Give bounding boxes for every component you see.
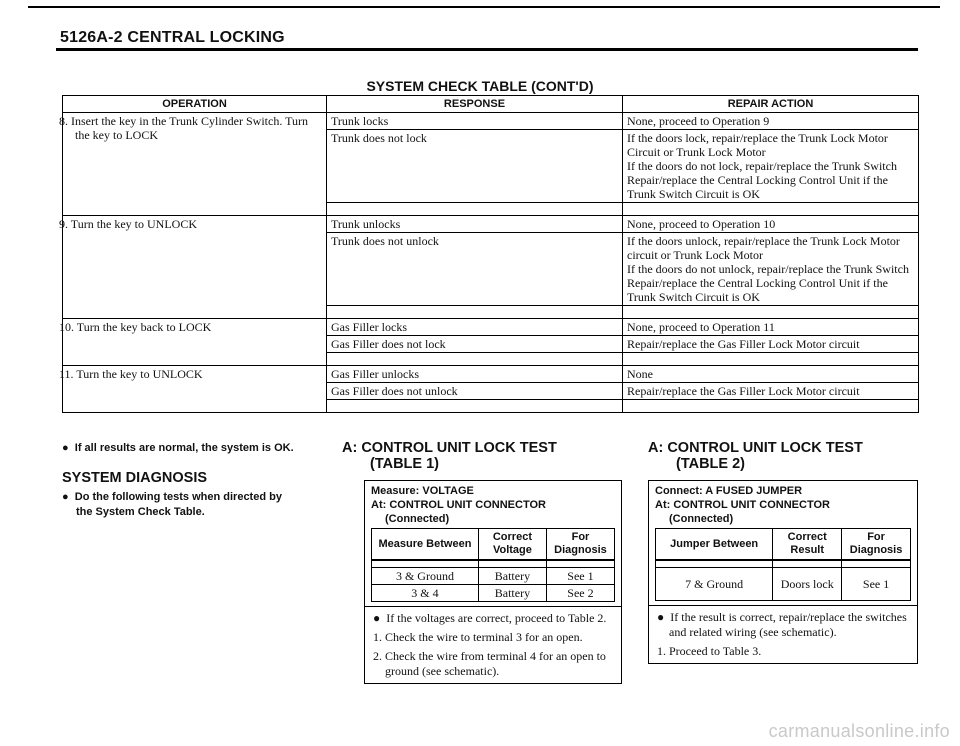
system-diagnosis-text: ● Do the following tests when directed by the System Check Table. (62, 491, 282, 518)
table-cell: See 2 (546, 585, 614, 602)
table2-body (656, 560, 911, 601)
repair-action-cell: If the doors unlock, repair/replace the Trunk Lock Motor circuit or Trunk Lock Motor If the doors do not unlock, repair/replace the Trunk Switch Repair/replace the Central Locking Control Unit if the Trunk Switch Circuit is OK (623, 233, 919, 306)
table2-col-correct-result: Correct Result (773, 529, 842, 561)
repair-action-cell: None, proceed to Operation 10 (623, 216, 919, 233)
section-title: SYSTEM CHECK TABLE (CONT'D) (366, 78, 594, 94)
response-cell: Gas Filler locks (327, 319, 623, 336)
table2-col-jumper-between: Jumper Between (656, 529, 773, 561)
response-cell: Trunk locks (327, 113, 623, 130)
repair-action-cell: Repair/replace the Gas Filler Lock Motor circuit (623, 383, 919, 400)
table1-grid (371, 528, 615, 602)
table2-header: Connect: A FUSED JUMPER At: CONTROL UNIT CONNECTOR (Connected) (655, 485, 830, 525)
operation-cell: 10. Turn the key back to LOCK (63, 319, 327, 366)
table1-body (372, 560, 615, 602)
table1-col-for-diagnosis: For Diagnosis (546, 529, 614, 561)
table1-notes: ● If the voltages are correct, proceed to Table 2. 1. Check the wire to terminal 3 for an open. 2. Check the wire from terminal 4 for an open to ground (see schematic). (365, 606, 621, 683)
spacer-row (656, 560, 911, 568)
spacer-cell (546, 560, 614, 568)
table2-title: A: CONTROL UNIT LOCK TEST (TABLE 2) (648, 440, 863, 472)
spacer-cell (478, 560, 546, 568)
repair-action-cell: If the doors lock, repair/replace the Trunk Lock Motor Circuit or Trunk Lock Motor If the doors do not lock, repair/replace the Trunk Switch Repair/replace the Central Locking Control Unit if the Trunk Switch Circuit is OK (623, 130, 919, 203)
table-row (372, 568, 615, 585)
table1-header: Measure: VOLTAGE At: CONTROL UNIT CONNECTOR (Connected) (371, 485, 546, 525)
response-cell: Gas Filler does not unlock (327, 383, 623, 400)
system-diagnosis-title: SYSTEM DIAGNOSIS (62, 470, 208, 486)
page-header: 5126A-2 CENTRAL LOCKING (60, 29, 285, 46)
table-cell: 7 & Ground (656, 568, 773, 601)
table1-col-measure-between: Measure Between (372, 529, 479, 561)
table-row (63, 216, 919, 233)
repair-action-cell: None, proceed to Operation 9 (623, 113, 919, 130)
table2-box (648, 480, 918, 664)
spacer-cell (623, 306, 919, 319)
operation-cell: 9. Turn the key to UNLOCK (63, 216, 327, 319)
spacer-cell (372, 560, 479, 568)
system-check-table-body (59, 113, 919, 413)
spacer-cell (327, 306, 623, 319)
column-header-operation: OPERATION (63, 96, 327, 113)
top-rule (28, 6, 940, 8)
table-cell: 3 & 4 (372, 585, 479, 602)
table-cell: Battery (478, 568, 546, 585)
repair-action-cell: None (623, 366, 919, 383)
table-row (372, 585, 615, 602)
operation-cell: 8. Insert the key in the Trunk Cylinder Switch. Turn the key to LOCK (63, 113, 327, 216)
table-cell: See 1 (546, 568, 614, 585)
column-header-repair-action: REPAIR ACTION (623, 96, 919, 113)
spacer-row (372, 560, 615, 568)
response-cell: Gas Filler does not lock (327, 336, 623, 353)
spacer-cell (327, 353, 623, 366)
spacer-cell (623, 203, 919, 216)
table1-col-correct-voltage: Correct Voltage (478, 529, 546, 561)
table1-title: A: CONTROL UNIT LOCK TEST (TABLE 1) (342, 440, 557, 472)
table-row (63, 113, 919, 130)
response-cell: Gas Filler unlocks (327, 366, 623, 383)
table-row (656, 568, 911, 601)
table-cell: Battery (478, 585, 546, 602)
spacer-cell (327, 400, 623, 413)
column-header-response: RESPONSE (327, 96, 623, 113)
normal-note: ● If all results are normal, the system is OK. (62, 442, 294, 454)
repair-action-cell: Repair/replace the Gas Filler Lock Motor circuit (623, 336, 919, 353)
table2-grid (655, 528, 911, 601)
spacer-cell (842, 560, 911, 568)
response-cell: Trunk unlocks (327, 216, 623, 233)
system-check-table (59, 95, 919, 413)
operation-cell: 11. Turn the key to UNLOCK (63, 366, 327, 413)
table-cell: 3 & Ground (372, 568, 479, 585)
table-cell: Doors lock (773, 568, 842, 601)
table2-notes: ● If the result is correct, repair/replace the switches and related wiring (see schematic). 1. Proceed to Table 3. (649, 605, 917, 663)
table-row (63, 366, 919, 383)
table2-col-for-diagnosis: For Diagnosis (842, 529, 911, 561)
watermark: carmanualsonline.info (768, 721, 950, 741)
table-row (63, 319, 919, 336)
table-cell: See 1 (842, 568, 911, 601)
spacer-cell (327, 203, 623, 216)
spacer-cell (623, 353, 919, 366)
table1-box (364, 480, 622, 684)
header-rule (56, 48, 918, 51)
spacer-cell (773, 560, 842, 568)
response-cell: Trunk does not unlock (327, 233, 623, 306)
spacer-cell (623, 400, 919, 413)
spacer-cell (656, 560, 773, 568)
response-cell: Trunk does not lock (327, 130, 623, 203)
repair-action-cell: None, proceed to Operation 11 (623, 319, 919, 336)
